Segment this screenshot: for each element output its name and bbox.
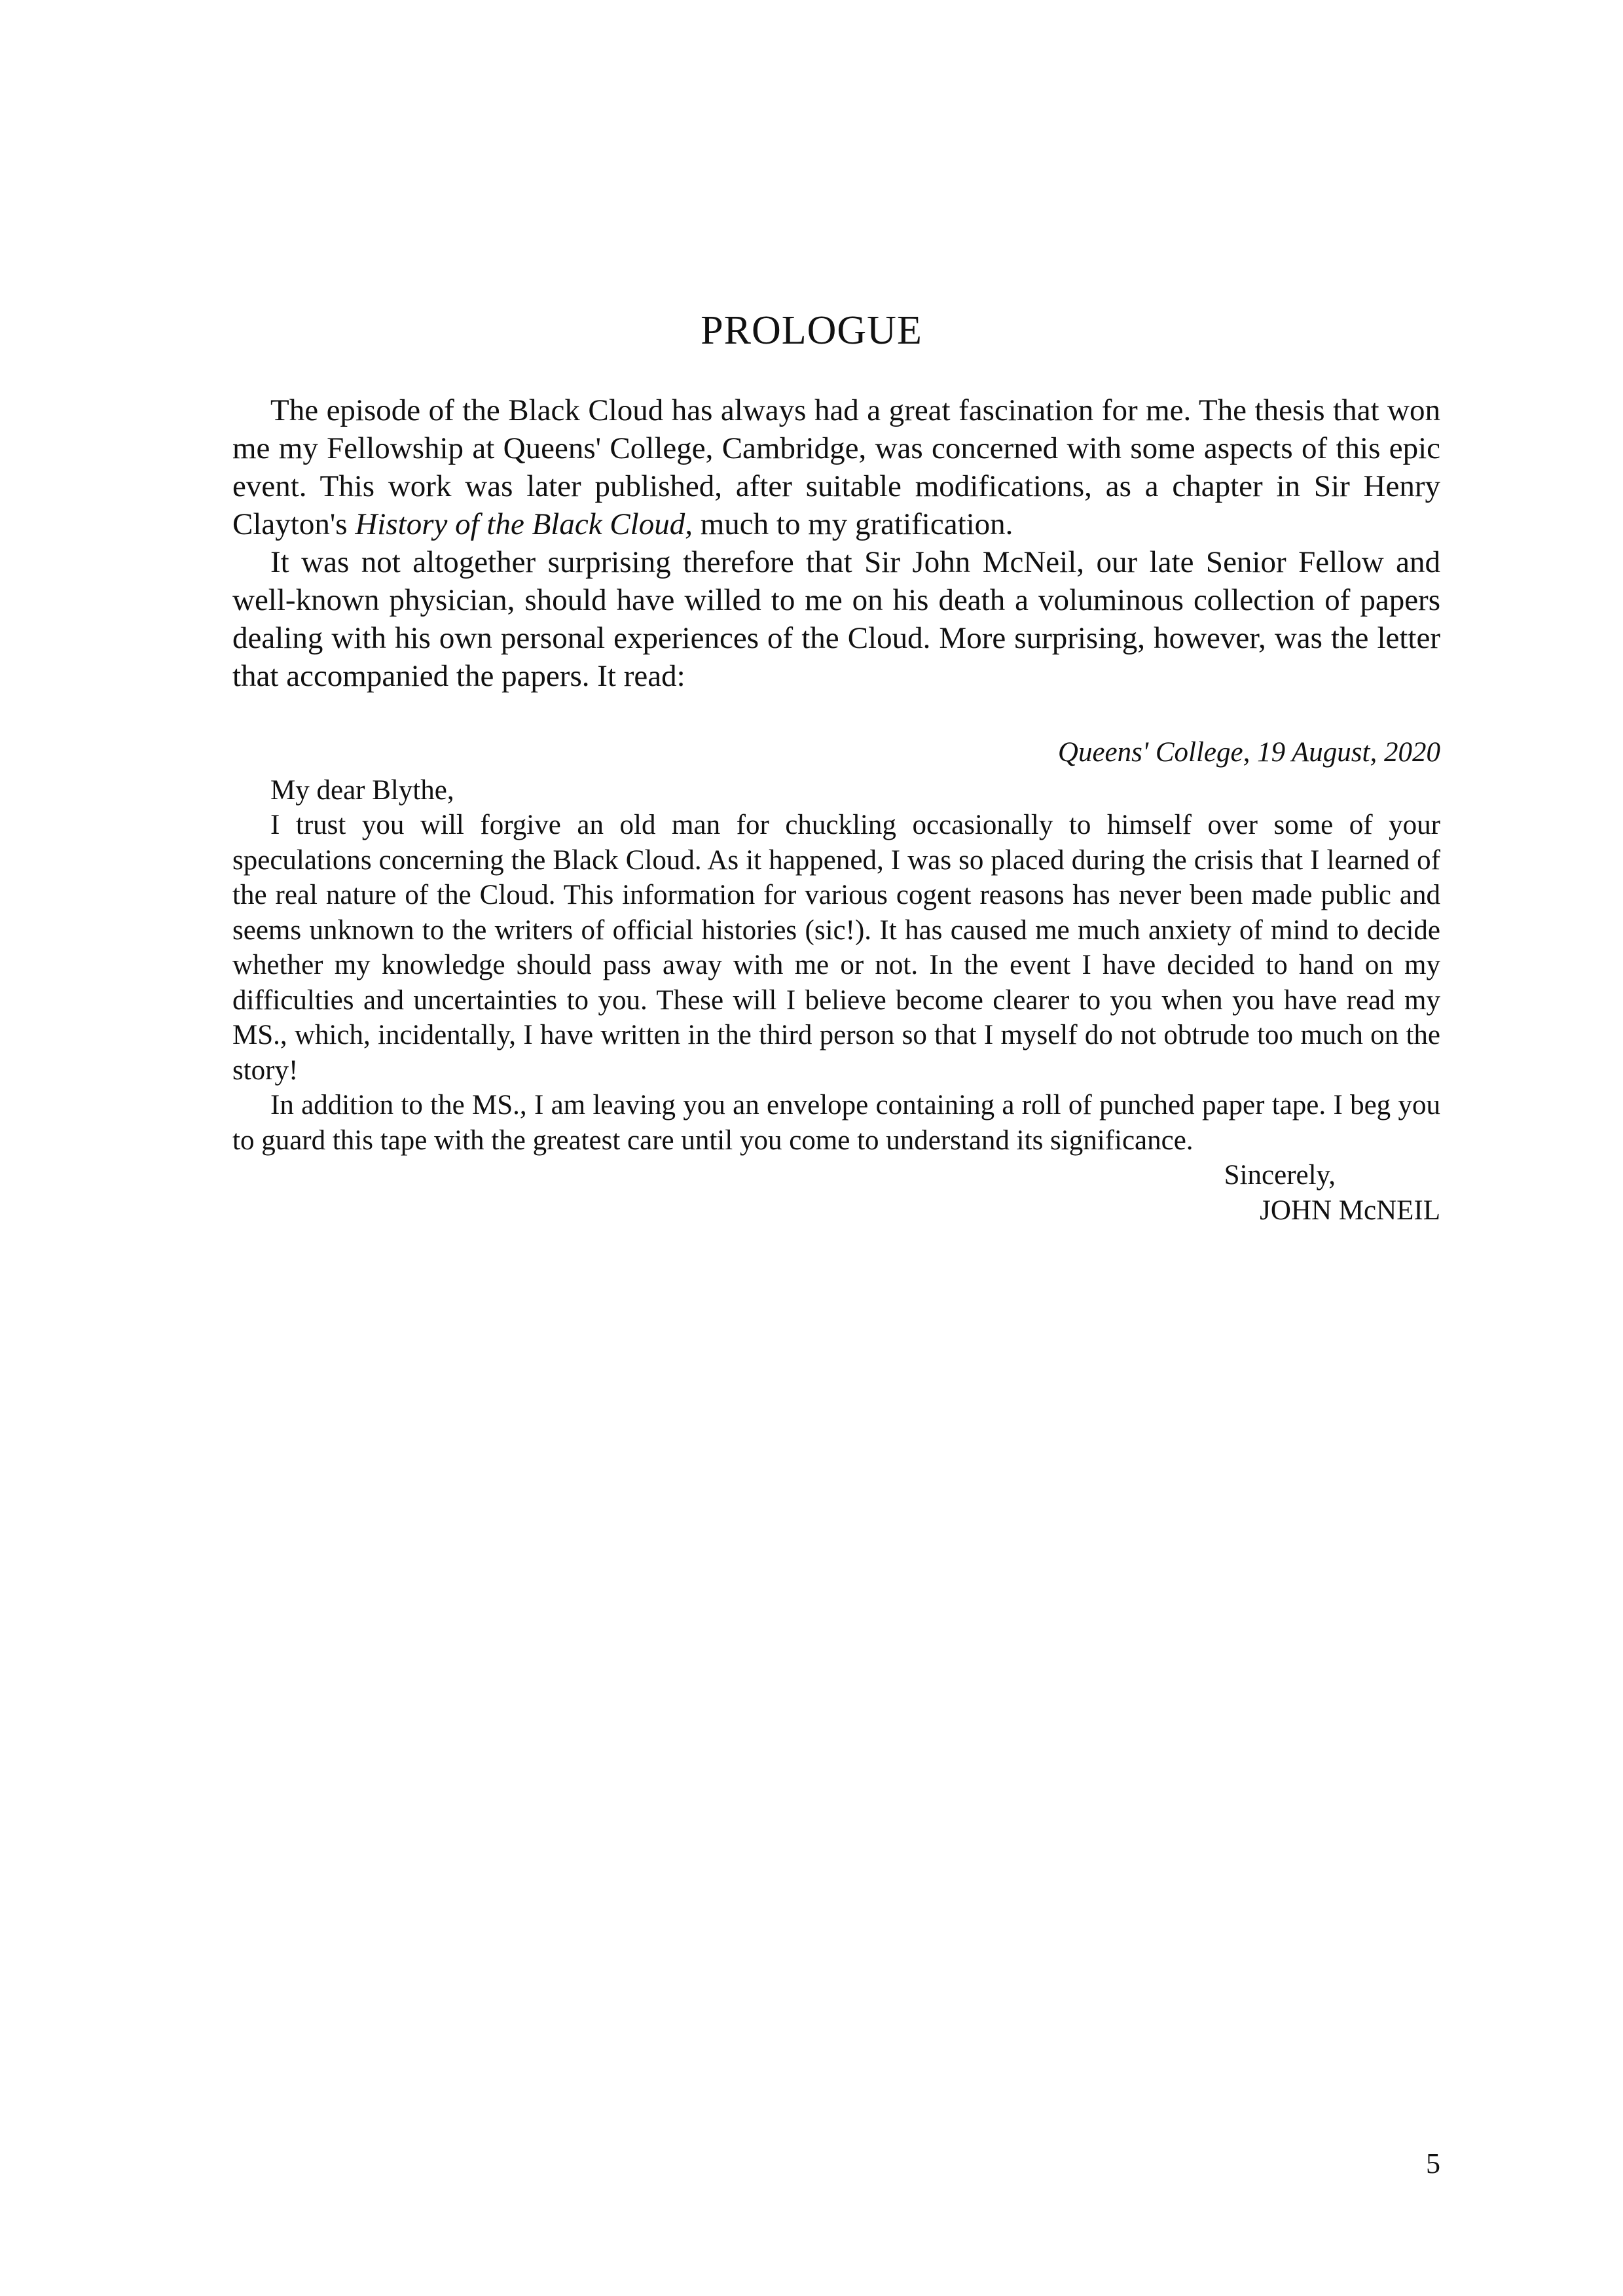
intro-paragraph-1-text-a: The episode of the Black Cloud has always had a great fascination for me. The thesis that won me my Fellowship at Queens' College, Cambridge, was concerned with some aspects of this epic event. This work was later published, after suitable modifications, as a chapter in Sir Henry Clayton's (232, 393, 1440, 541)
letter-paragraph-2: In addition to the MS., I am leaving you an envelope containing a roll of punched paper tape. I beg you to guard this tape with the greatest care until you come to understand its significance. (232, 1090, 1440, 1156)
letter-section (232, 735, 1440, 1228)
letter-dateline: Queens' College, 19 August, 2020 (1057, 737, 1440, 768)
book-title-italic: History of the Black Cloud, (355, 507, 693, 541)
page-title: PROLOGUE (701, 308, 922, 353)
intro-section (232, 391, 1440, 695)
intro-paragraph-2: It was not altogether surprising therefore that Sir John McNeil, our late Senior Fellow and well-known physician, should have willed to me on his death a voluminous collection of papers dealing with his own personal experiences of the Cloud. More surprising, however, was the letter that accompanied the papers. It read: (232, 545, 1440, 693)
letter-signature: JOHN McNEIL (1260, 1194, 1440, 1226)
letter-paragraph-1: I trust you will forgive an old man for chuckling occasionally to himself over some of your speculations concerning the Black Cloud. As it happened, I was so placed during the crisis that I learned of the real nature of the Cloud. This information for various cogent reasons has never been made public and seems unknown to the writers of official histories (sic!). It has caused me much anxiety of mind to decide whether my knowledge should pass away with me or not. In the event I have decided to hand on my difficulties and uncertainties to you. These will I believe become clearer to you when you have read my MS., which, incidentally, I have written in the third person so that I myself do not obtrude too much on the story! (232, 810, 1440, 1086)
intro-paragraph-1-text-b: much to my gratification. (692, 507, 1013, 541)
letter-closing: Sincerely, (1224, 1160, 1336, 1191)
page-number: 5 (1426, 2147, 1440, 2179)
letter-salutation: My dear Blythe, (270, 774, 454, 806)
intro-paragraph-1 (232, 391, 1440, 543)
